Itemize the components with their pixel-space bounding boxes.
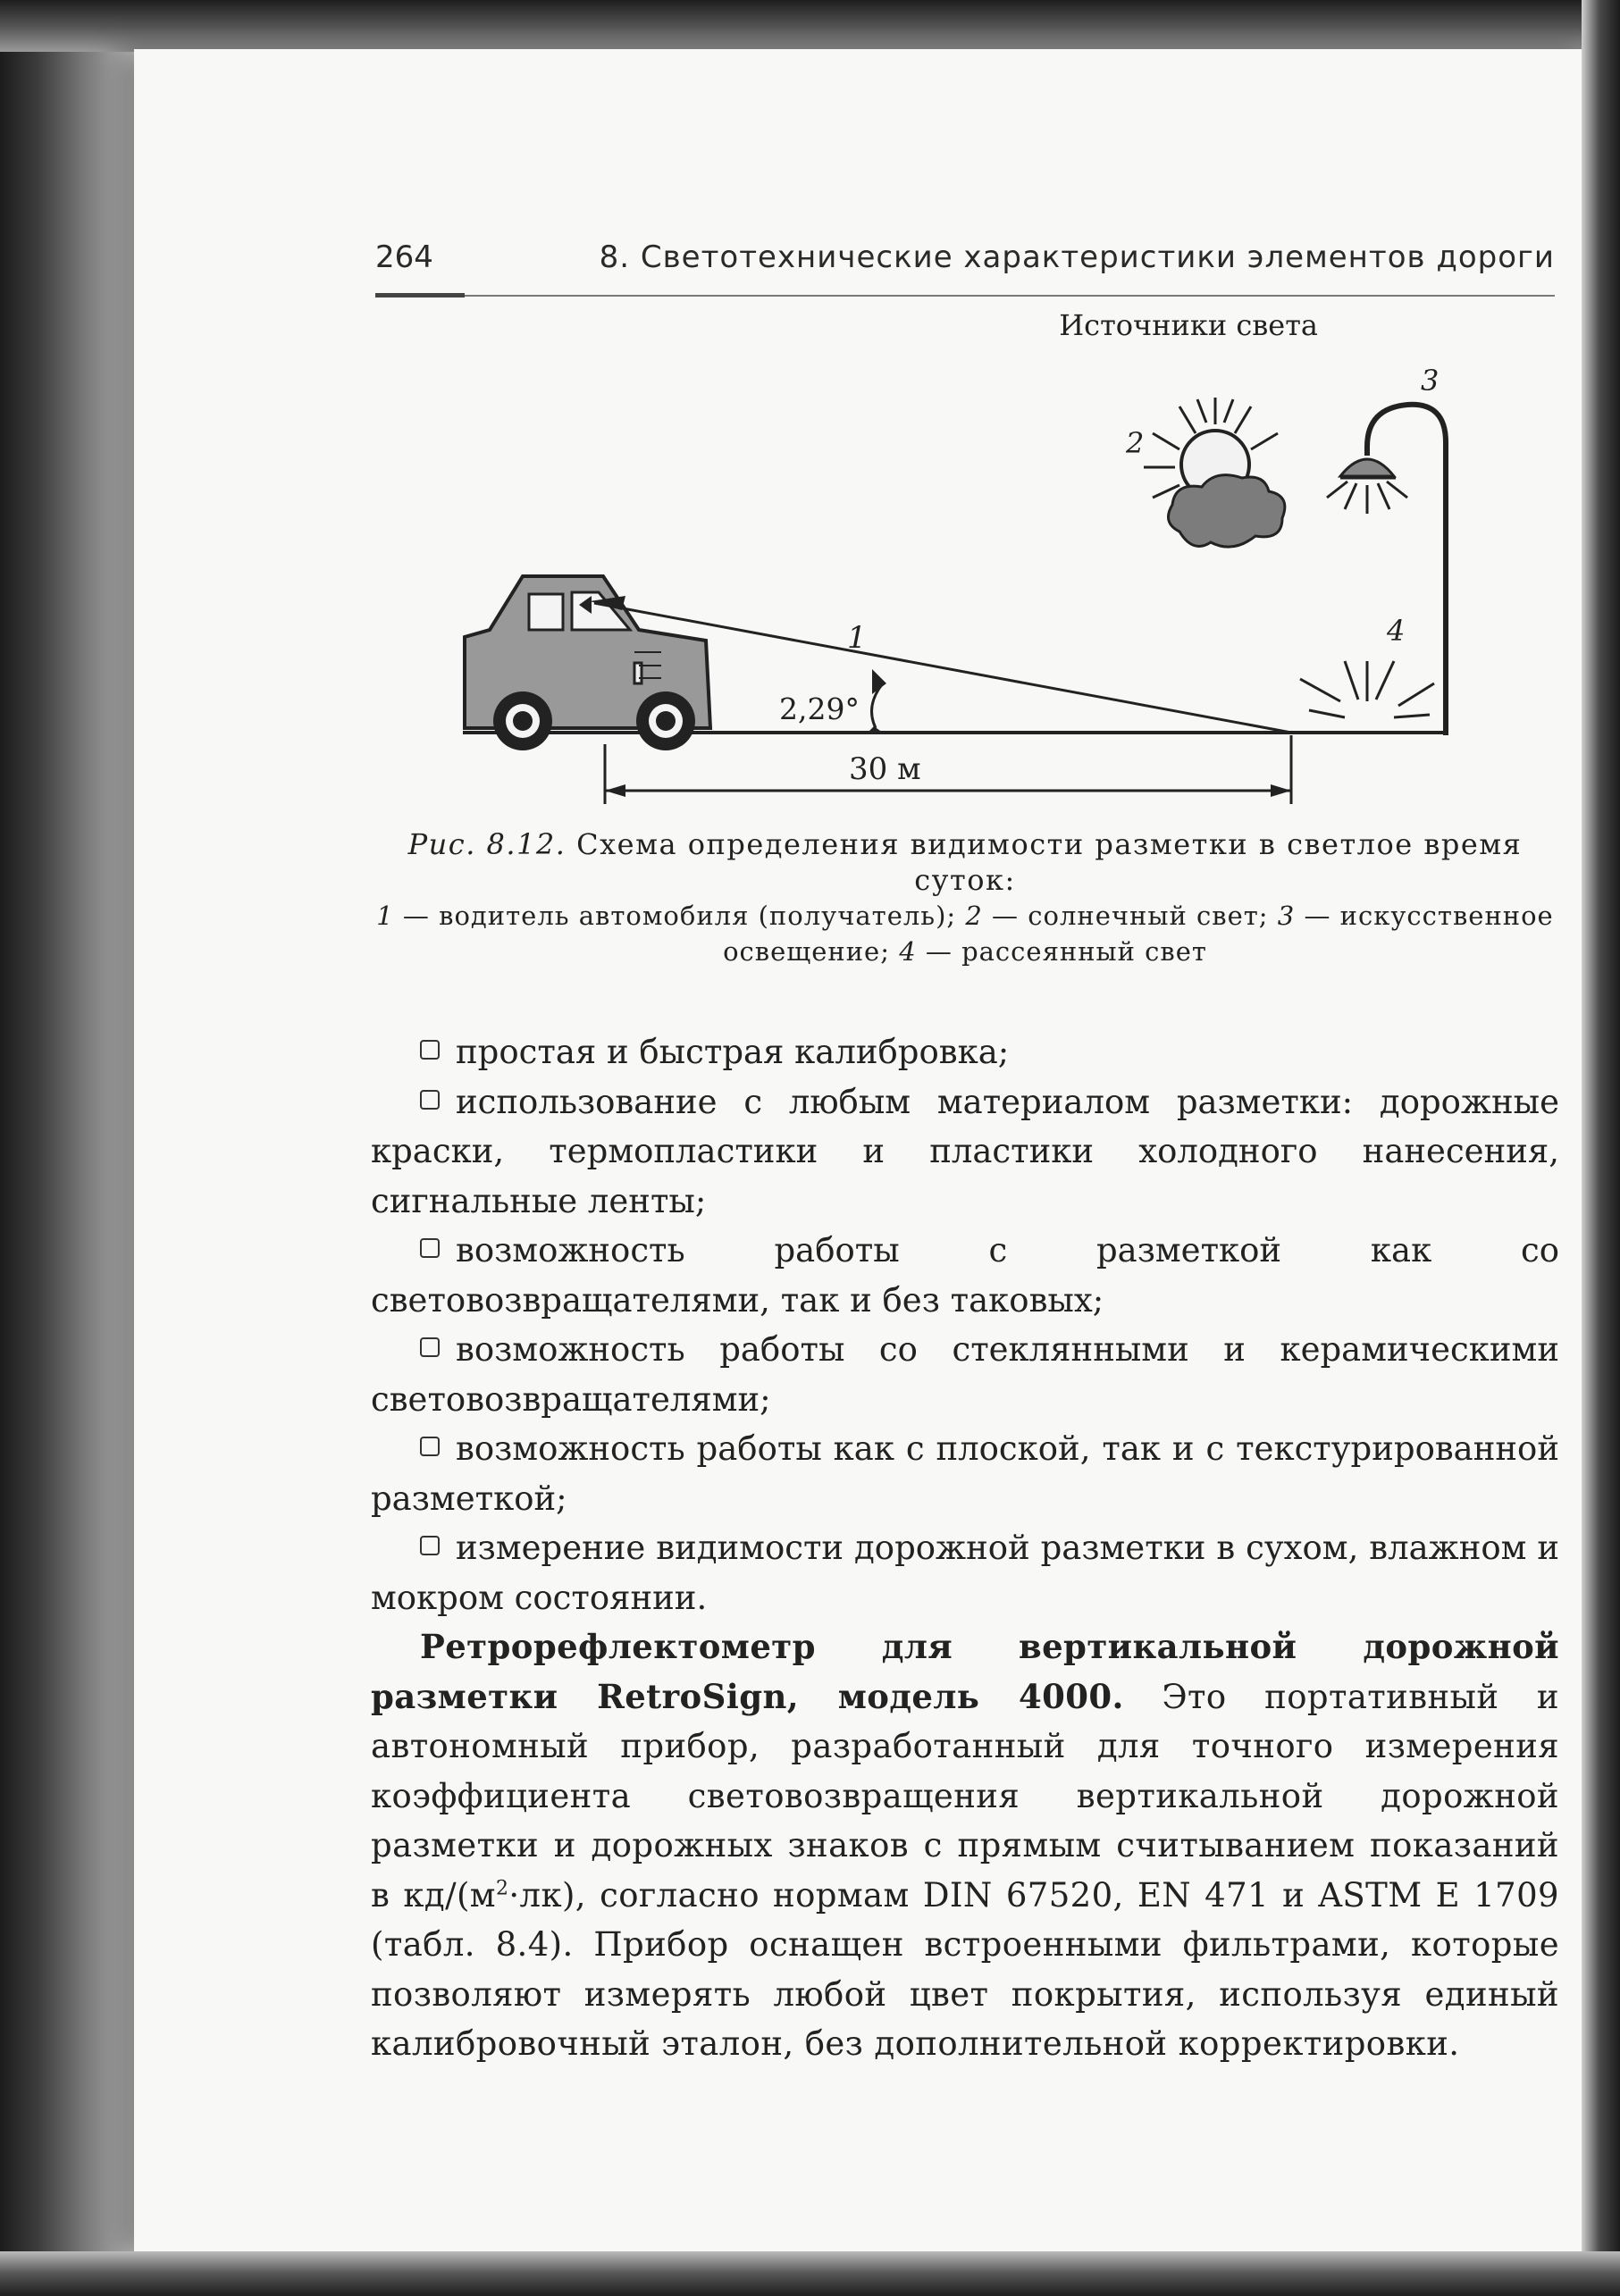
caption-figure-ref: Рис. 8.12. [407, 827, 567, 861]
list-item [371, 1226, 1559, 1325]
caption-title: Схема определения видимости разметки в светлое время суток: [576, 827, 1523, 897]
page-number: 264 [375, 239, 433, 275]
list-item-text: простая и быстрая калибровка; [456, 1033, 1010, 1071]
legend-num-2: 2 [965, 901, 983, 931]
sun-cloud-icon [1144, 398, 1285, 547]
list-item [371, 1077, 1559, 1227]
label-3: 3 [1421, 364, 1440, 398]
checkbox-bullet-icon [420, 1337, 440, 1357]
superscript-2: 2 [495, 1877, 509, 1900]
label-4: 4 [1387, 614, 1406, 648]
list-item-text: измерение видимости дорожной разметки в сухом, влажном и мокром состоянии. [371, 1529, 1559, 1617]
legend-text-2: — солнечный свет; [992, 901, 1269, 931]
legend-text-3: — искусственное освещение; [723, 901, 1554, 967]
legend-text-4: — рассеянный свет [925, 936, 1207, 967]
body-text [371, 1027, 1559, 2069]
retrosign-paragraph [371, 1622, 1559, 2069]
figure-drawing [447, 308, 1483, 809]
list-item [371, 1325, 1559, 1424]
checkbox-bullet-icon [420, 1090, 440, 1110]
dimension-arrow-left [605, 784, 625, 797]
list-item [371, 1523, 1559, 1622]
angle-arrow-bottom [867, 726, 883, 733]
caption-title-line [371, 826, 1559, 898]
figure-caption [371, 826, 1559, 969]
checkbox-bullet-icon [420, 1238, 440, 1258]
label-2: 2 [1126, 426, 1145, 460]
list-item-text: возможность работы со стеклянными и керамическими световозвращателями; [371, 1330, 1559, 1419]
caption-legend [371, 898, 1559, 969]
label-1: 1 [847, 620, 867, 656]
list-item-text: использование с любым материалом разметки: дорожные краски, термопластики и пластики холодного нанесения, сигнальные ленты; [371, 1082, 1559, 1220]
checkbox-bullet-icon [420, 1437, 440, 1456]
list-item [371, 1027, 1559, 1077]
sources-label: Источники света [1059, 308, 1318, 342]
running-head [375, 239, 1555, 293]
scan-bottom-edge [0, 2251, 1620, 2296]
street-lamp-icon [1327, 405, 1446, 735]
list-item-text: возможность работы как с плоской, так и с текстурированной разметкой; [371, 1429, 1559, 1518]
legend-num-3: 3 [1277, 901, 1296, 931]
distance-label: 30 м [849, 751, 921, 787]
checkbox-bullet-icon [420, 1040, 440, 1060]
paragraph-text-part-1: Это портативный и автономный прибор, разработанный для точного измерения коэффициента световозвращения вертикальной дорожной разметки и дорожных знаков с прямым считыванием показаний в кд/(м [371, 1677, 1559, 1915]
legend-num-4: 4 [899, 936, 917, 967]
list-item-text: возможность работы с разметкой как со световозвращателями, так и без таковых; [371, 1231, 1559, 1320]
figure-visibility-scheme [447, 308, 1483, 809]
legend-num-1: 1 [376, 901, 394, 931]
scattered-light-icon [1300, 661, 1434, 717]
paragraph-text-part-2: ·лк), согласно нормам DIN 67520, EN 471 и ASTM E 1709 (табл. 8.4). Прибор оснащен встроенными фильтрами, которые позволяют измерять любой цвет покрытия, используя единый калибровочный эталон, без дополнительной корректировки. [371, 1875, 1559, 2063]
list-item [371, 1424, 1559, 1523]
legend-text-1: — водитель автомобиля (получатель); [402, 901, 957, 931]
dimension-arrow-right [1271, 784, 1291, 797]
checkbox-bullet-icon [420, 1536, 440, 1555]
scan-top-edge [0, 0, 1620, 52]
chapter-title: 8. Светотехнические характеристики элементов дороги [599, 239, 1555, 275]
header-rule-accent [375, 293, 465, 297]
scan-right-edge [1582, 0, 1620, 2296]
header-rule [375, 295, 1555, 297]
paragraph-bold-lead: Ретрорефлектометр для вертикальной дорожной разметки RetroSign, модель 4000. [371, 1627, 1559, 1716]
angle-label: 2,29° [779, 691, 860, 726]
